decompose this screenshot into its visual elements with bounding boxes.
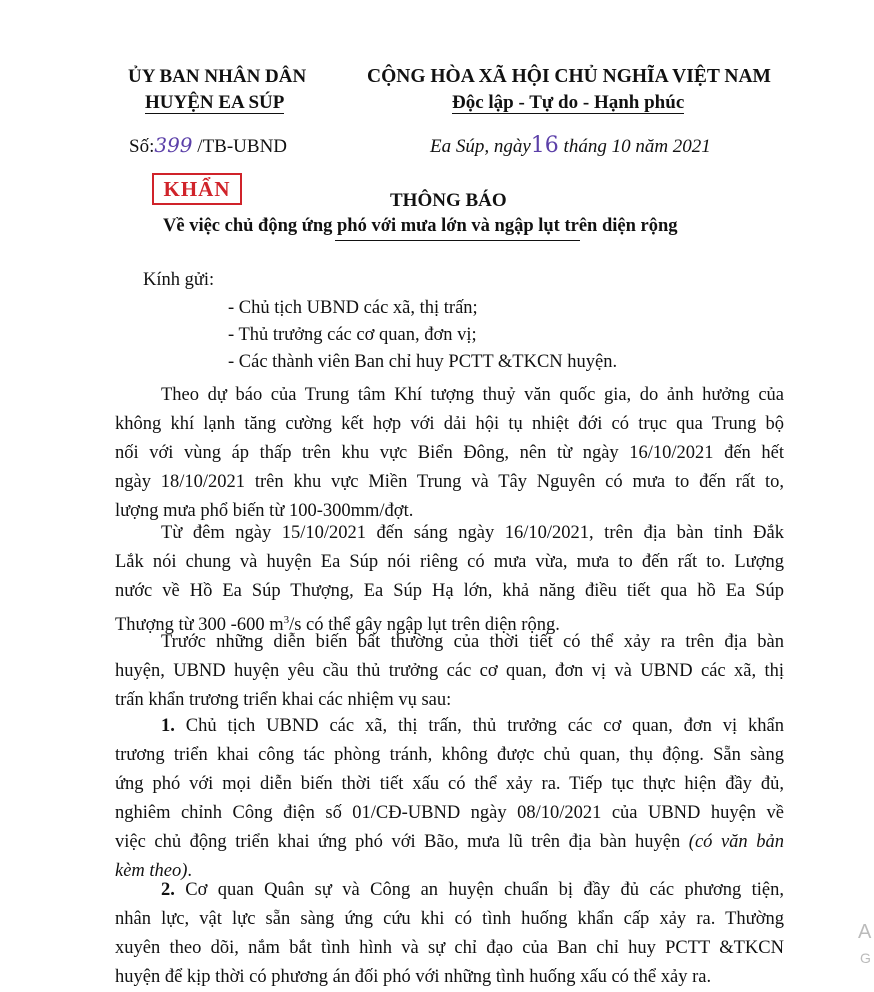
text-line: 1. Chủ tịch UBND các xã, thị trấn, thủ trưởng các cơ quan, đơn vị khẩn bbox=[161, 716, 785, 736]
district-name: HUYỆN EA SÚP bbox=[145, 92, 285, 113]
text-line: trấn khẩn trương triển khai các nhiệm vụ sau: bbox=[115, 690, 452, 710]
text-line: xuyên theo dõi, nắm bắt tình hình và sự chỉ đạo của Ban chỉ huy PCTT &TKCN bbox=[115, 938, 784, 958]
text-line: không khí lạnh tăng cường kết hợp với dải hội tụ nhiệt đới có trục qua Trung bộ bbox=[115, 414, 784, 434]
task-item-2 bbox=[115, 876, 784, 992]
nation-motto: Độc lập - Tự do - Hạnh phúc bbox=[452, 92, 685, 113]
text-line: trương triển khai công tác phòng tránh, không được chủ quan, thụ động. Sẵn sàng bbox=[115, 745, 784, 765]
text-line: nhân lực, vật lực sẵn sàng ứng cứu khi có tình huống khẩn cấp xảy ra. Thường bbox=[115, 909, 784, 929]
recipient-item: - Thủ trưởng các cơ quan, đơn vị; bbox=[228, 325, 477, 345]
edge-fragment: A bbox=[858, 921, 872, 943]
recipient-item: - Các thành viên Ban chỉ huy PCTT &TKCN huyện. bbox=[228, 352, 618, 372]
edge-fragment: G bbox=[860, 950, 871, 966]
place-date: Ea Súp, ngày16 tháng 10 năm 2021 bbox=[430, 133, 711, 158]
document-subject: Về việc chủ động ứng phó với mưa lớn và ngập lụt trên diện rộng bbox=[163, 216, 678, 236]
document-number: Số:399 /TB-UBND bbox=[129, 133, 288, 157]
recipients-greeting: Kính gửi: bbox=[143, 270, 215, 290]
task-item-1 bbox=[115, 712, 784, 886]
urgent-stamp: KHẨN bbox=[152, 173, 242, 205]
text-line: ứng phó với mọi diễn biến thời tiết xấu có thể xảy ra. Tiếp tục thực hiện đầy đủ, bbox=[115, 774, 784, 794]
text-line: lượng mưa phổ biến từ 100-300mm/đợt. bbox=[115, 501, 414, 521]
paragraph-rainfall bbox=[115, 519, 784, 640]
text-line: nối với vùng áp thấp trên khu vực Biển Đông, nên từ ngày 16/10/2021 đến hết bbox=[115, 443, 784, 463]
text-line: huyện, UBND huyện yêu cầu thủ trưởng các cơ quan, đơn vị và UBND các xã, thị bbox=[115, 661, 784, 681]
agency-name: ỦY BAN NHÂN DÂN bbox=[128, 66, 307, 87]
text-line: Lắk nói chung và huyện Ea Súp nói riêng có mưa vừa, mưa to đến rất to. Lượng bbox=[115, 552, 784, 572]
text-line: ngày 18/10/2021 trên khu vực Miền Trung và Tây Nguyên có mưa to đến rất to, bbox=[115, 472, 784, 492]
text-line: nghiêm chỉnh Công điện số 01/CĐ-UBND ngày 08/10/2021 của UBND huyện về bbox=[115, 803, 784, 823]
paragraph-request bbox=[115, 628, 784, 715]
text-line: huyện để kịp thời có phương án đối phó với những tình huống xấu có thể xảy ra. bbox=[115, 967, 712, 987]
text-line: 2. Cơ quan Quân sự và Công an huyện chuẩn bị đầy đủ các phương tiện, bbox=[161, 880, 785, 900]
paragraph-forecast bbox=[115, 381, 784, 526]
document-title: THÔNG BÁO bbox=[390, 190, 507, 211]
recipient-item: - Chủ tịch UBND các xã, thị trấn; bbox=[228, 298, 478, 318]
text-line: Theo dự báo của Trung tâm Khí tượng thuỷ văn quốc gia, do ảnh hưởng của bbox=[161, 385, 784, 405]
text-line: nước về Hồ Ea Súp Thượng, Ea Súp Hạ lớn, khả năng điều tiết qua hồ Ea Súp bbox=[115, 581, 784, 601]
title-divider bbox=[335, 240, 580, 241]
text-line: Thượng từ 300 -600 $m^3/s$ có thể gây ngập lụt trên diện rộng. bbox=[115, 614, 560, 636]
text-line: kèm theo). bbox=[115, 861, 193, 881]
text-line: việc chủ động triển khai ứng phó với Bão, mưa lũ trên địa bàn huyện (có văn bản bbox=[115, 832, 784, 852]
text-line: Trước những diễn biến bất thường của thời tiết có thể xảy ra trên địa bàn bbox=[161, 632, 784, 652]
text-line: Từ đêm ngày 15/10/2021 đến sáng ngày 16/10/2021, trên địa bàn tỉnh Đắk bbox=[161, 523, 784, 543]
nation-title: CỘNG HÒA XÃ HỘI CHỦ NGHĨA VIỆT NAM bbox=[367, 66, 771, 87]
